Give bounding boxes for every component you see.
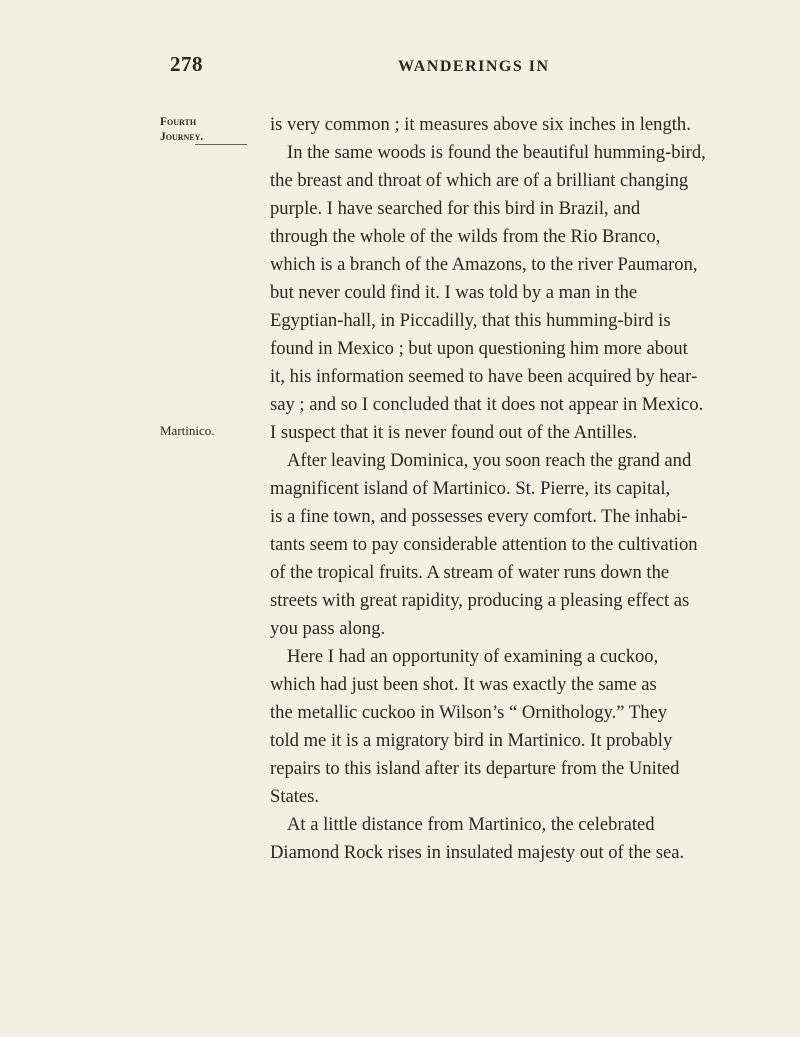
text-line: repairs to this island after its departure from the United <box>270 758 680 779</box>
page-number: 278 <box>170 52 203 76</box>
text-line: Here I had an opportunity of examining a cuckoo, <box>287 646 659 667</box>
margin-note-line: Fourth <box>160 116 197 128</box>
text-line: say ; and so I concluded that it does not appear in Mexico. <box>270 394 704 415</box>
margin-note-journey <box>160 115 203 145</box>
text-line: but never could find it. I was told by a man in the <box>270 282 638 303</box>
text-line: is a fine town, and possesses every comfort. The inhabi- <box>270 506 688 527</box>
text-line: After leaving Dominica, you soon reach the grand and <box>287 450 692 471</box>
text-line: In the same woods is found the beautiful humming-bird, <box>287 142 706 163</box>
text-line: of the tropical fruits. A stream of water runs down the <box>270 562 670 583</box>
text-line: purple. I have searched for this bird in Brazil, and <box>270 198 641 219</box>
text-line: tants seem to pay considerable attention to the cultivation <box>270 534 698 555</box>
text-line: which had just been shot. It was exactly the same as <box>270 674 657 695</box>
text-line: found in Mexico ; but upon questioning him more about <box>270 338 688 359</box>
text-line: the breast and throat of which are of a brilliant changing <box>270 170 689 191</box>
text-line: magnificent island of Martinico. St. Pierre, its capital, <box>270 478 671 499</box>
text-line: is very common ; it measures above six inches in length. <box>270 114 691 135</box>
text-line: Egyptian-hall, in Piccadilly, that this humming-bird is <box>270 310 671 331</box>
text-line: you pass along. <box>270 618 386 639</box>
text-line: I suspect that it is never found out of the Antilles. <box>270 422 638 443</box>
text-line: States. <box>270 786 320 807</box>
text-line: the metallic cuckoo in Wilson’s “ Ornithology.” They <box>270 702 668 723</box>
margin-note-line: Journey. <box>160 131 204 143</box>
margin-rule <box>195 144 247 145</box>
text-line: Diamond Rock rises in insulated majesty out of the sea. <box>270 842 685 863</box>
margin-note-martinico: Martinico. <box>160 423 215 438</box>
text-line: told me it is a migratory bird in Martinico. It probably <box>270 730 673 751</box>
text-line: which is a branch of the Amazons, to the river Paumaron, <box>270 254 698 275</box>
text-line: through the whole of the wilds from the Rio Branco, <box>270 226 661 247</box>
text-line: streets with great rapidity, producing a pleasing effect as <box>270 590 690 611</box>
text-line: it, his information seemed to have been acquired by hear- <box>270 366 698 387</box>
text-line: At a little distance from Martinico, the celebrated <box>287 814 655 835</box>
running-head: WANDERINGS IN <box>398 58 550 75</box>
